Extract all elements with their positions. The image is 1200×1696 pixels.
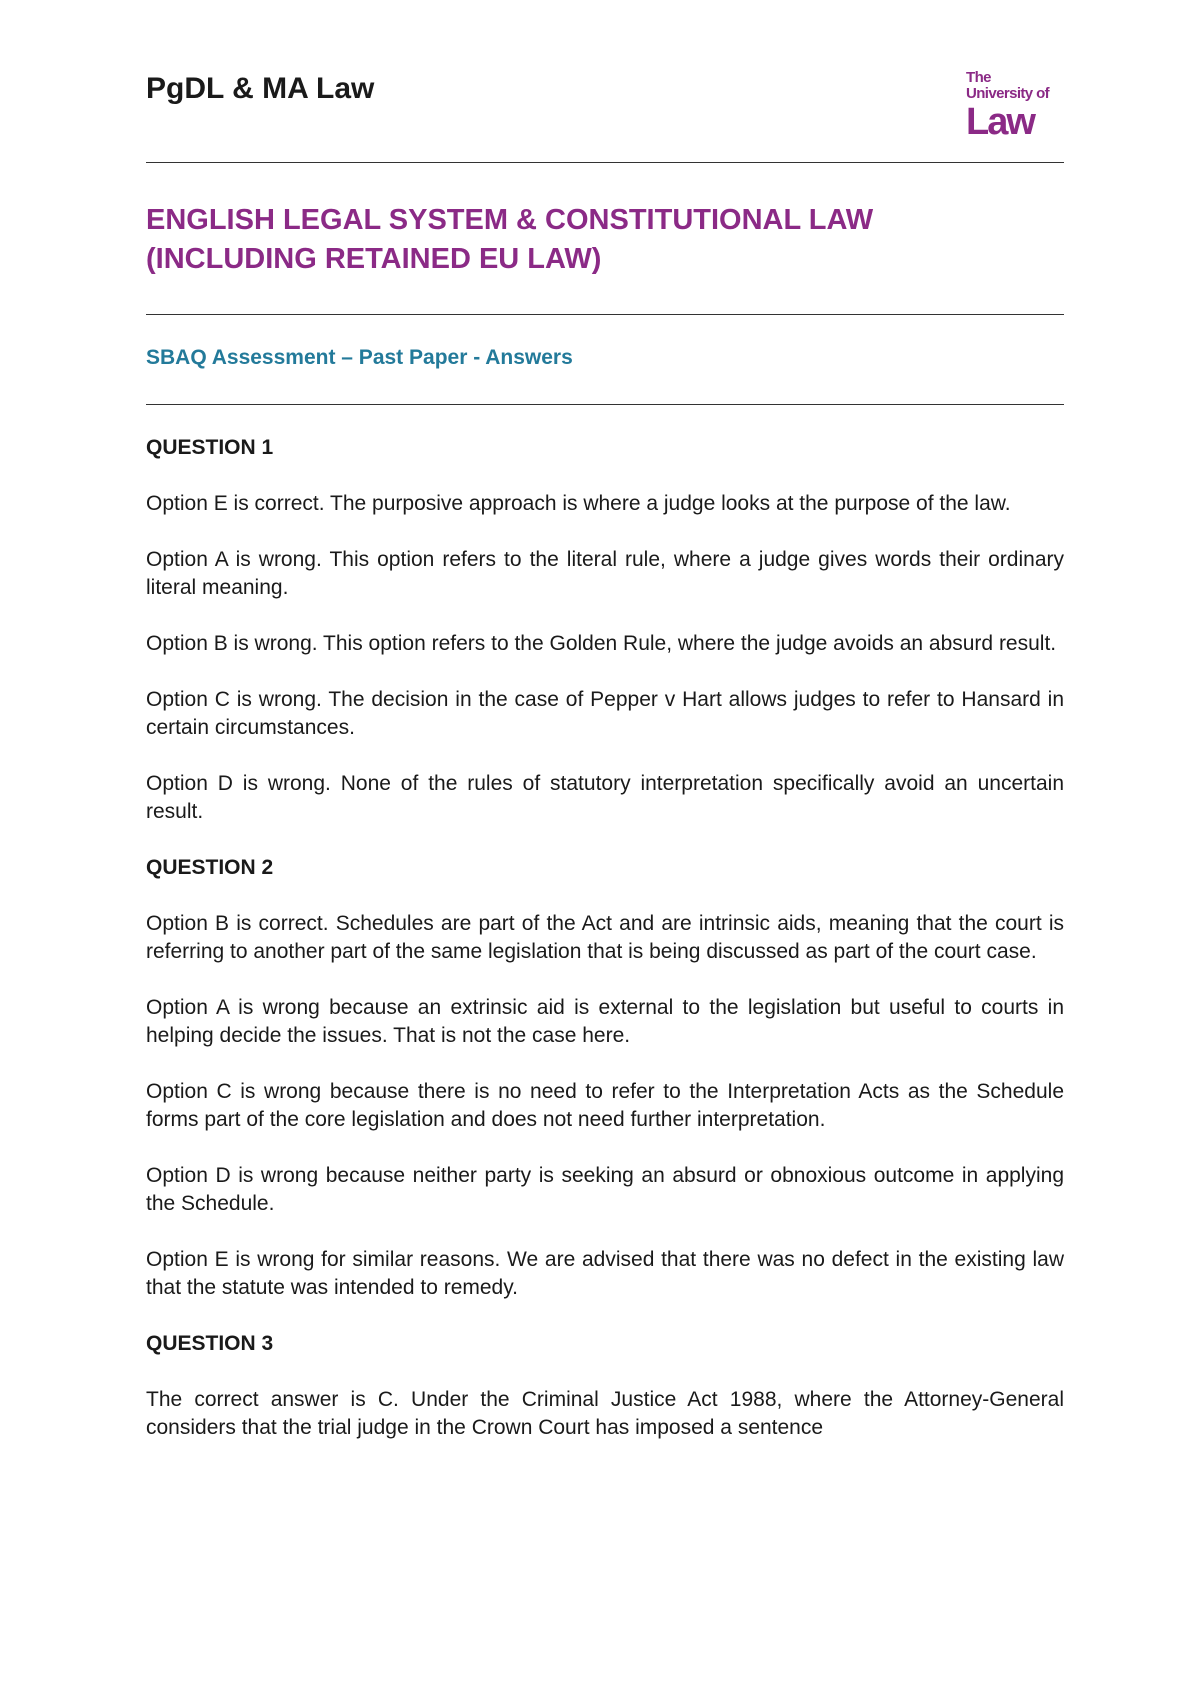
question-3	[146, 1330, 1064, 1442]
question-heading: QUESTION 3	[146, 1332, 274, 1355]
answer-paragraph: The correct answer is C. Under the Criminal Justice Act 1988, where the Attorney-General considers that the trial judge in the Crown Court has imposed a sentence	[146, 1388, 1064, 1439]
answer-paragraph: Option E is correct. The purposive approach is where a judge looks at the purpose of the law.	[146, 492, 1011, 515]
document-title-line-2: (INCLUDING RETAINED EU LAW)	[146, 243, 602, 275]
logo-line-1: The	[966, 69, 991, 86]
divider	[146, 314, 1064, 315]
answer-paragraph: Option A is wrong. This option refers to the literal rule, where a judge gives words their ordinary literal meaning.	[146, 548, 1064, 599]
question-heading: QUESTION 2	[146, 856, 274, 879]
document-title-line-1: ENGLISH LEGAL SYSTEM & CONSTITUTIONAL LAW	[146, 204, 874, 236]
question-1	[146, 434, 1064, 854]
header-title: PgDL & MA Law	[146, 72, 375, 105]
answer-paragraph: Option B is correct. Schedules are part of the Act and are intrinsic aids, meaning that the court is referring to another part of the same legislation that is being discussed as part of the court case.	[146, 912, 1064, 963]
answer-paragraph: Option D is wrong because neither party is seeking an absurd or obnoxious outcome in applying the Schedule.	[146, 1164, 1064, 1215]
answer-paragraph: Option C is wrong because there is no need to refer to the Interpretation Acts as the Schedule forms part of the core legislation and does not need further interpretation.	[146, 1080, 1064, 1131]
answer-paragraph: Option D is wrong. None of the rules of statutory interpretation specifically avoid an uncertain result.	[146, 772, 1064, 823]
answers-body	[146, 434, 1064, 1442]
document-subtitle: SBAQ Assessment – Past Paper - Answers	[146, 346, 573, 369]
answer-paragraph: Option C is wrong. The decision in the case of Pepper v Hart allows judges to refer to Hansard in certain circumstances.	[146, 688, 1064, 739]
answer-paragraph: Option A is wrong because an extrinsic aid is external to the legislation but useful to courts in helping decide the issues. That is not the case here.	[146, 996, 1064, 1047]
question-heading: QUESTION 1	[146, 436, 274, 459]
divider	[146, 162, 1064, 163]
document-page	[146, 0, 1064, 1442]
logo-line-3: Law	[966, 101, 1034, 143]
answer-paragraph: Option E is wrong for similar reasons. We are advised that there was no defect in the existing law that the statute was intended to remedy.	[146, 1248, 1064, 1299]
logo-line-2: University of	[966, 85, 1050, 102]
divider	[146, 404, 1064, 405]
document-title	[146, 201, 1064, 279]
page-header	[146, 0, 1064, 162]
question-2	[146, 854, 1064, 1330]
answer-paragraph: Option B is wrong. This option refers to the Golden Rule, where the judge avoids an absurd result.	[146, 632, 1057, 655]
university-of-law-logo	[966, 70, 1062, 146]
